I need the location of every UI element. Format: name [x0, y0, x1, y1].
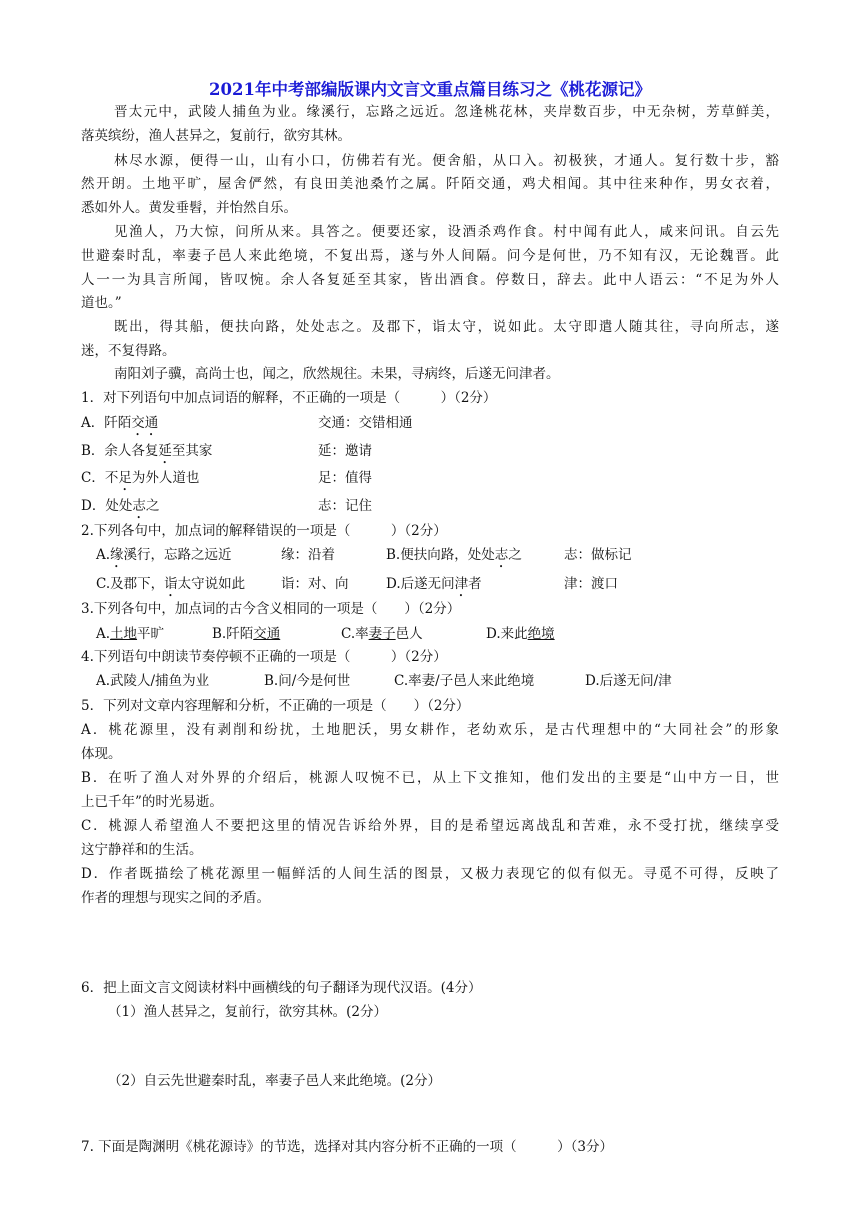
question-2-stem: 2.下列各句中，加点词的解释错误的一项是（ ）（2分）	[81, 523, 447, 539]
question-6-stem: 6．把上面文言文阅读材料中画横线的句子翻译为现代汉语。(4分）	[81, 980, 482, 996]
passage-line: 然开朗。土地平旷，屋舍俨然，有良田美池桑竹之属。阡陌交通，鸡犬相闻。其中往来种作，男女衣着，	[81, 176, 779, 192]
q1-option-a-gloss: 交通：交错相通	[318, 415, 413, 431]
q1-option-d-gloss: 志：记住	[318, 498, 372, 514]
q3-option-c: C.率妻子邑人	[341, 626, 423, 642]
q1-option-c-gloss: 足：值得	[318, 470, 372, 486]
q4-option-c: C.率妻/子邑人来此绝境	[394, 673, 535, 689]
q5-option-b-cont: 上已千年”的时光易逝。	[81, 794, 223, 810]
passage-line: 晋太元中，武陵人捕鱼为业。缘溪行，忘路之远近。忽逢桃花林，夹岸数百步，中无杂树，芳草鲜美，	[114, 104, 779, 120]
passage-line: 悉如外人。黄发垂髫，并怡然自乐。	[81, 200, 297, 216]
q4-option-a: A.武陵人/捕鱼为业	[96, 673, 210, 689]
passage-line: 林尽水源，便得一山，山有小口，仿佛若有光。便舍船，从口入。初极狭，才通人。复行数十步，豁	[114, 153, 779, 169]
q2-option-b-gloss: 志：做标记	[564, 547, 632, 563]
q2-option-d: D.后遂无问津者	[386, 576, 482, 592]
q5-option-b: B．在听了渔人对外界的介绍后，桃源人叹惋不已，从上下文推知，他们发出的主要是“山中方一日，世	[81, 770, 779, 786]
passage-line: 人一一为具言所闻，皆叹惋。余人各复延至其家，皆出酒食。停数日，辞去。此中人语云：“不足为外人	[81, 272, 779, 288]
q1-option-b-gloss: 延：邀请	[318, 443, 372, 459]
q3-option-d: D.来此绝境	[486, 626, 555, 642]
q2-option-a: A.缘溪行，忘路之远近	[96, 547, 232, 563]
q3-option-a: A.土地平旷	[96, 626, 165, 642]
q5-option-c: C．桃源人希望渔人不要把这里的情况告诉给外界，目的是希望远离战乱和苦难，永不受打扰，继续享受	[81, 818, 779, 834]
q5-option-d-cont: 作者的理想与现实之间的矛盾。	[81, 890, 270, 906]
passage-line: 落英缤纷，渔人甚异之，复前行，欲穷其林。	[81, 128, 351, 144]
passage-line: 南阳刘子骥，高尚士也，闻之，欣然规往。未果，寻病终，后遂无问津者。	[114, 366, 560, 382]
q5-option-d: D．作者既描绘了桃花源里一幅鲜活的人间生活的图景，又极力表现它的似有似无。寻觅不可得，反映了	[81, 866, 779, 882]
q5-option-a: A．桃花源里，没有剥削和纷扰，土地肥沃，男女耕作，老幼欢乐，是古代理想中的“大同社会”的形象	[81, 722, 779, 738]
passage-line: 迷，不复得路。	[81, 343, 176, 359]
page-title: 2021年中考部编版课内文言文重点篇目练习之《桃花源记》	[209, 80, 651, 99]
question-1-stem: 1．对下列语句中加点词语的解释，不正确的一项是（ ）（2分）	[81, 390, 497, 406]
q2-option-c: C.及郡下，诣太守说如此	[96, 576, 246, 592]
question-3-stem: 3.下列各句中，加点词的古今含义相同的一项是（ ）（2分）	[81, 601, 461, 617]
q6-sentence-1: （1）渔人甚异之，复前行，欲穷其林。(2分）	[108, 1004, 387, 1020]
passage-line: 世避秦时乱，率妻子邑人来此绝境，不复出焉，遂与外人间隔。问今是何世，乃不知有汉，无论魏晋。此	[81, 248, 779, 264]
q2-option-a-gloss: 缘：沿着	[281, 547, 335, 563]
q4-option-b: B.问/今是何世	[264, 673, 351, 689]
q3-option-b: B.阡陌交通	[212, 626, 281, 642]
q2-option-c-gloss: 诣：对、向	[281, 576, 349, 592]
q4-option-d: D.后遂无问/津	[585, 673, 672, 689]
passage-line: 见渔人，乃大惊，问所从来。具答之。便要还家，设酒杀鸡作食。村中闻有此人，咸来问讯。自云先	[114, 224, 779, 240]
q6-sentence-2: （2）自云先世避秦时乱，率妻子邑人来此绝境。(2分）	[108, 1073, 441, 1089]
question-4-stem: 4.下列语句中朗读节奏停顿不正确的一项是（ ）（2分）	[81, 649, 447, 665]
q5-option-a-cont: 体现。	[81, 746, 122, 762]
passage-line: 既出，得其船，便扶向路，处处志之。及郡下，诣太守，说如此。太守即遣人随其往，寻向所志，遂	[114, 319, 779, 335]
q1-option-d: D．处处志之	[81, 498, 160, 514]
q5-option-c-cont: 这宁静祥和的生活。	[81, 842, 203, 858]
q1-option-a: A．阡陌交通	[81, 415, 159, 431]
q2-option-d-gloss: 津：渡口	[564, 576, 618, 592]
question-5-stem: 5．下列对文章内容理解和分析，不正确的一项是（ ）（2分）	[81, 698, 470, 714]
q2-option-b: B.便扶向路，处处志之	[386, 547, 522, 563]
q1-option-c: C．不足为外人道也	[81, 470, 200, 486]
passage-line: 道也。”	[81, 295, 122, 311]
q1-option-b: B．余人各复延至其家	[81, 443, 213, 459]
question-7-stem: 7. 下面是陶渊明《桃花源诗》的节选，选择对其内容分析不正确的一项（ ）（3分）	[81, 1139, 614, 1155]
